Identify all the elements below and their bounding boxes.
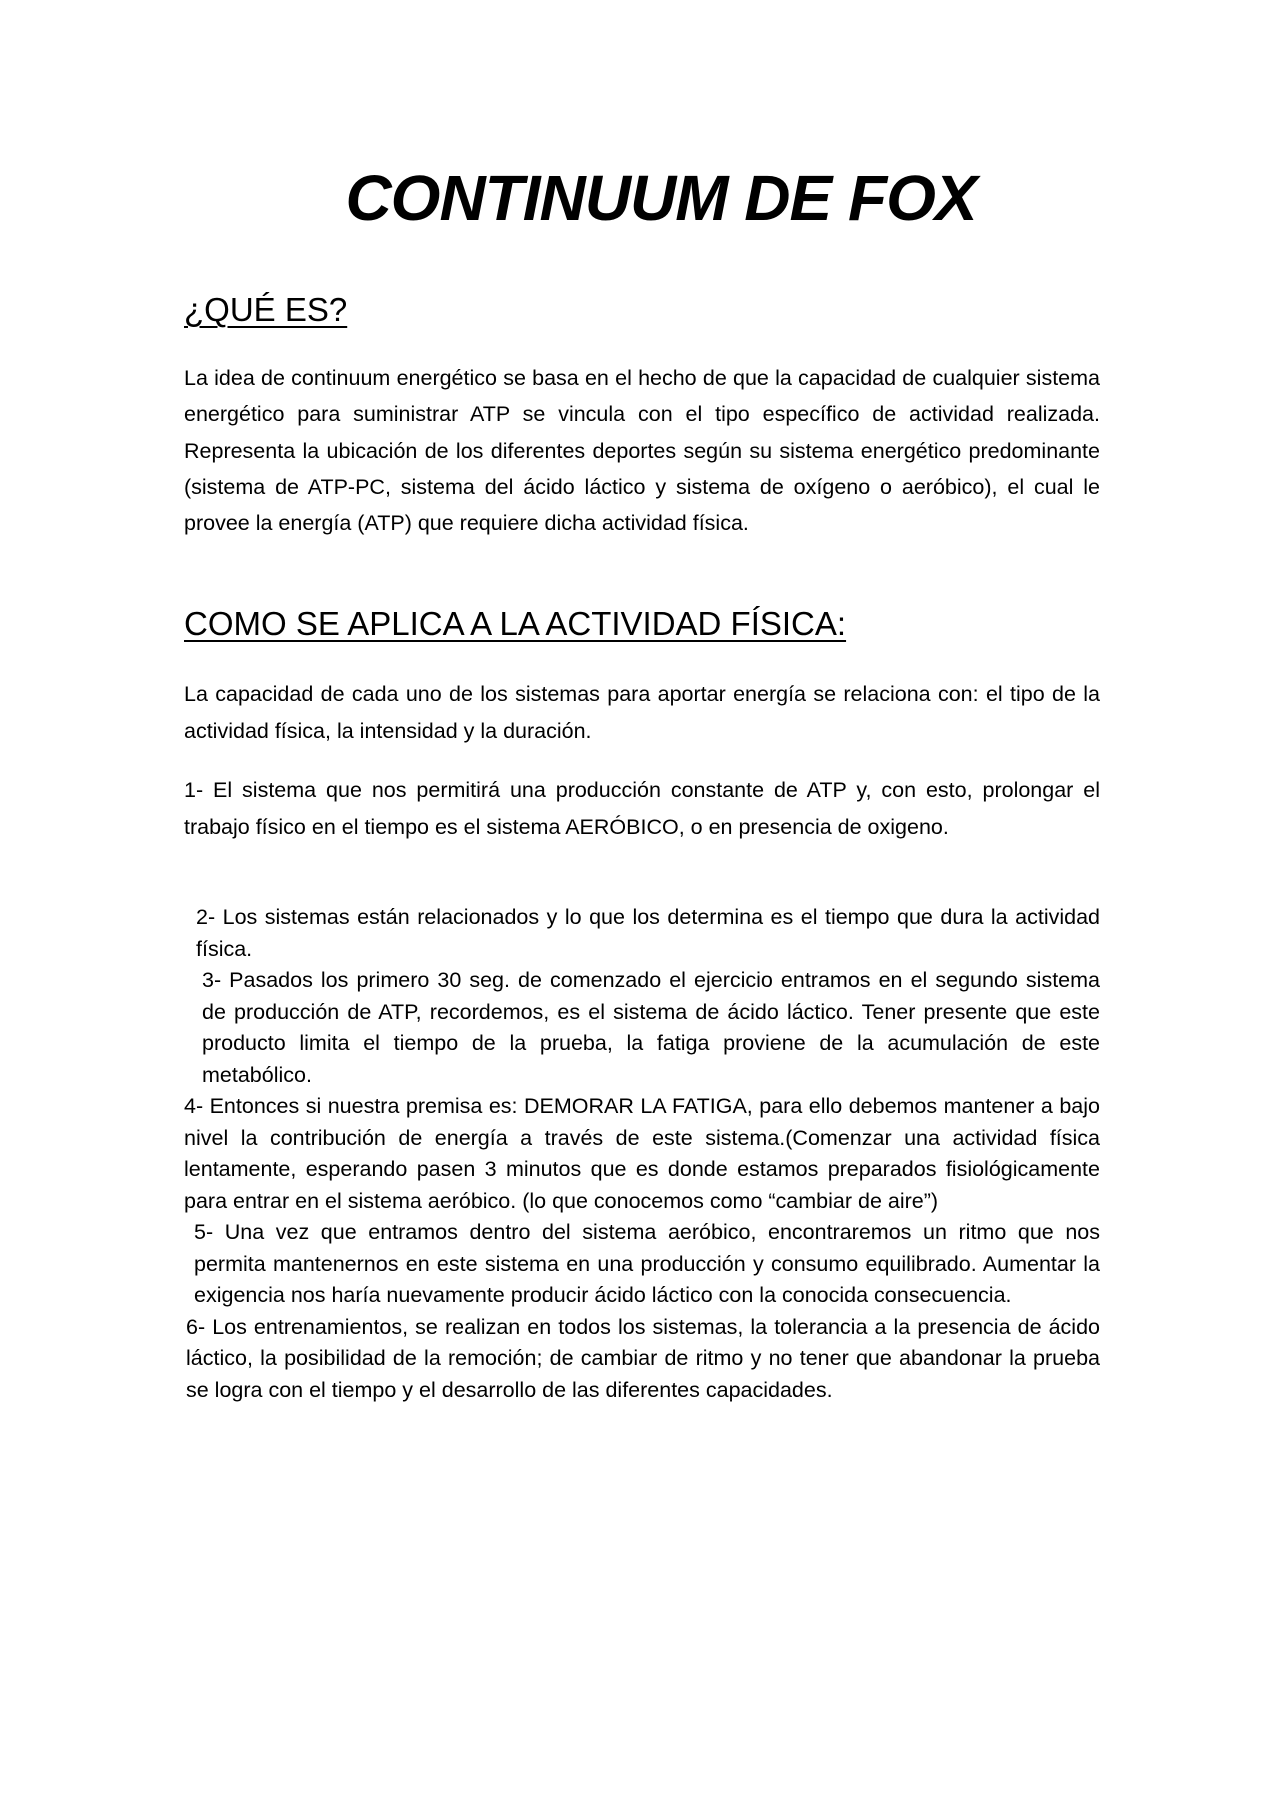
section-heading-aplicacion: COMO SE APLICA A LA ACTIVIDAD FÍSICA: (184, 605, 847, 642)
list-item-point-2: 2- Los sistemas están relacionados y lo que los determina es el tiempo que dura la actividad física. (196, 905, 1100, 961)
page-title: CONTINUUM DE FOX (345, 162, 977, 234)
section-heading-que-es: ¿QUÉ ES? (184, 291, 348, 328)
list-item-point-1: 1- El sistema que nos permitirá una producción constante de ATP y, con esto, prolongar el trabajo físico en el tiempo es el sistema AERÓBICO, o en presencia de oxigeno. (184, 778, 1100, 839)
paragraph-definition: La idea de continuum energético se basa en el hecho de que la capacidad de cualquier sistema energético para suministrar ATP se vincula con el tipo específico de actividad realizada. Representa la ubicación de los diferentes deportes según su sistema energético predominante (sistema de ATP-PC, sistema del ácido láctico y sistema de oxígeno o aeróbico), el cual le provee la energía (ATP) que requiere dicha actividad física. (184, 366, 1100, 536)
paragraph-intro: La capacidad de cada uno de los sistemas para aportar energía se relaciona con: el tipo de la actividad física, la intensidad y la duración. (184, 682, 1100, 743)
list-item-point-5: 5- Una vez que entramos dentro del sistema aeróbico, encontraremos un ritmo que nos permita mantenernos en este sistema en una producción y consumo equilibrado. Aumentar la exigencia nos haría nuevamente producir ácido láctico con la conocida consecuencia. (194, 1220, 1100, 1307)
numbered-points (184, 902, 1100, 1406)
list-item-point-6: 6- Los entrenamientos, se realizan en todos los sistemas, la tolerancia a la presencia de ácido láctico, la posibilidad de la remoción; de cambiar de ritmo y no tener que abandonar la prueba se logra con el tiempo y el desarrollo de las diferentes capacidades. (186, 1314, 1100, 1402)
list-item-point-4: 4- Entonces si nuestra premisa es: DEMORAR LA FATIGA, para ello debemos mantener a bajo nivel la contribución de energía a través de este sistema.(Comenzar una actividad física lentamente, esperando pasen 3 minutos que es donde estamos preparados fisiológicamente para entrar en el sistema aeróbico. (lo que conocemos como “cambiar de aire”) (184, 1094, 1100, 1213)
list-item-point-3: 3- Pasados los primero 30 seg. de comenzado el ejercicio entramos en el segundo sistema de producción de ATP, recordemos, es el sistema de ácido láctico. Tener presente que este producto limita el tiempo de la prueba, la fatiga proviene de la acumulación de este metabólico. (202, 968, 1100, 1087)
document-page (184, 0, 1100, 1811)
